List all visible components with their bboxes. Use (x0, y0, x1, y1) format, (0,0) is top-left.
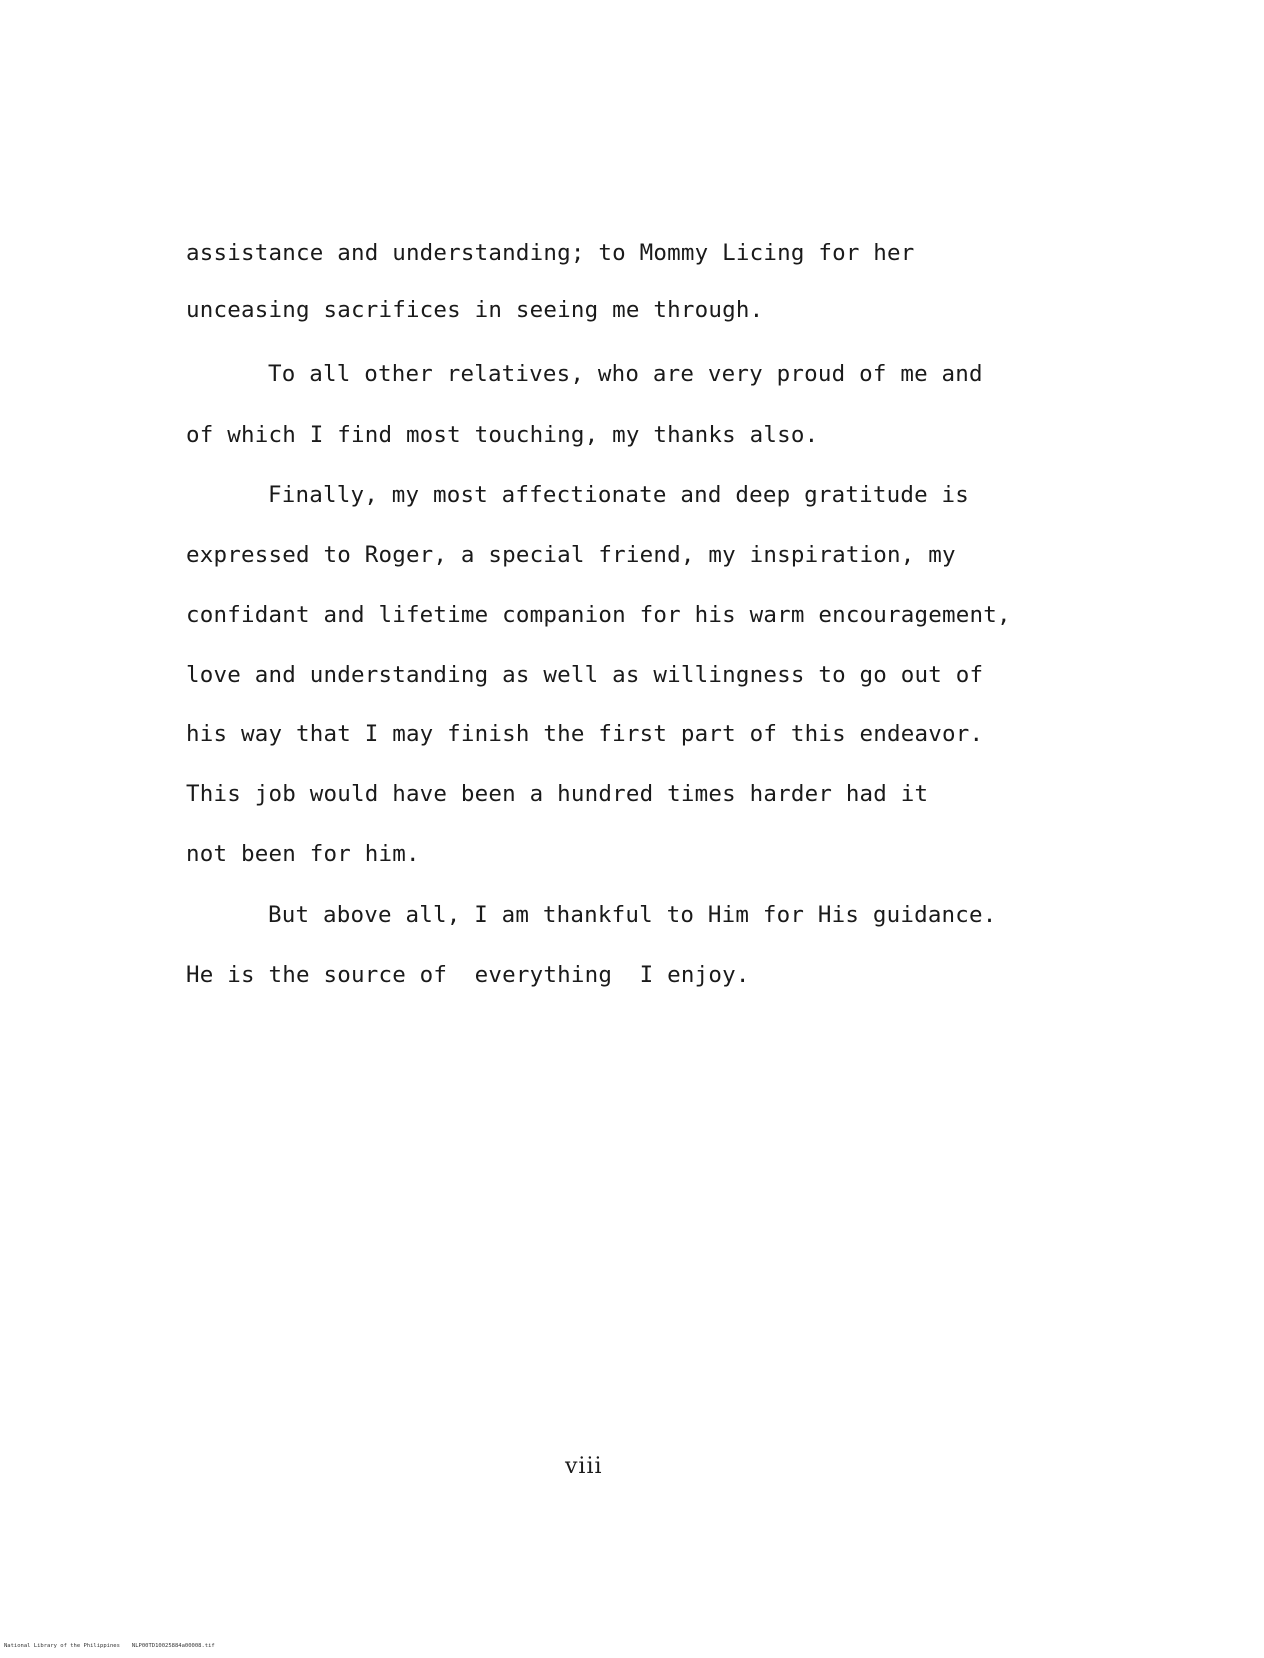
scan-footer (4, 1642, 227, 1650)
text-line: This job would have been a hundred times harder had it (186, 781, 929, 807)
text-line: love and understanding as well as willingness to go out of (186, 662, 984, 688)
text-line: of which I find most touching, my thanks also. (186, 422, 819, 448)
text-line: expressed to Roger, a special friend, my inspiration, my (186, 542, 956, 568)
text-line: his way that I may finish the first part of this endeavor. (186, 721, 984, 747)
text-line: But above all, I am thankful to Him for His guidance. (268, 902, 997, 928)
text-line: confidant and lifetime companion for his warm encouragement, (186, 602, 1011, 628)
text-line: To all other relatives, who are very proud of me and (268, 361, 983, 387)
footer-library: National Library of the Philippines (4, 1643, 120, 1649)
text-line: He is the source of everything I enjoy. (186, 962, 750, 988)
text-line: unceasing sacrifices in seeing me through. (186, 297, 764, 323)
footer-file-id: NLP00TD10025884a00008.tif (131, 1643, 215, 1649)
text-line: assistance and understanding; to Mommy Licing for her (186, 240, 915, 266)
text-line: Finally, my most affectionate and deep gratitude is (268, 482, 970, 508)
page-number: viii (565, 1454, 603, 1479)
text-line: not been for him. (186, 841, 420, 867)
